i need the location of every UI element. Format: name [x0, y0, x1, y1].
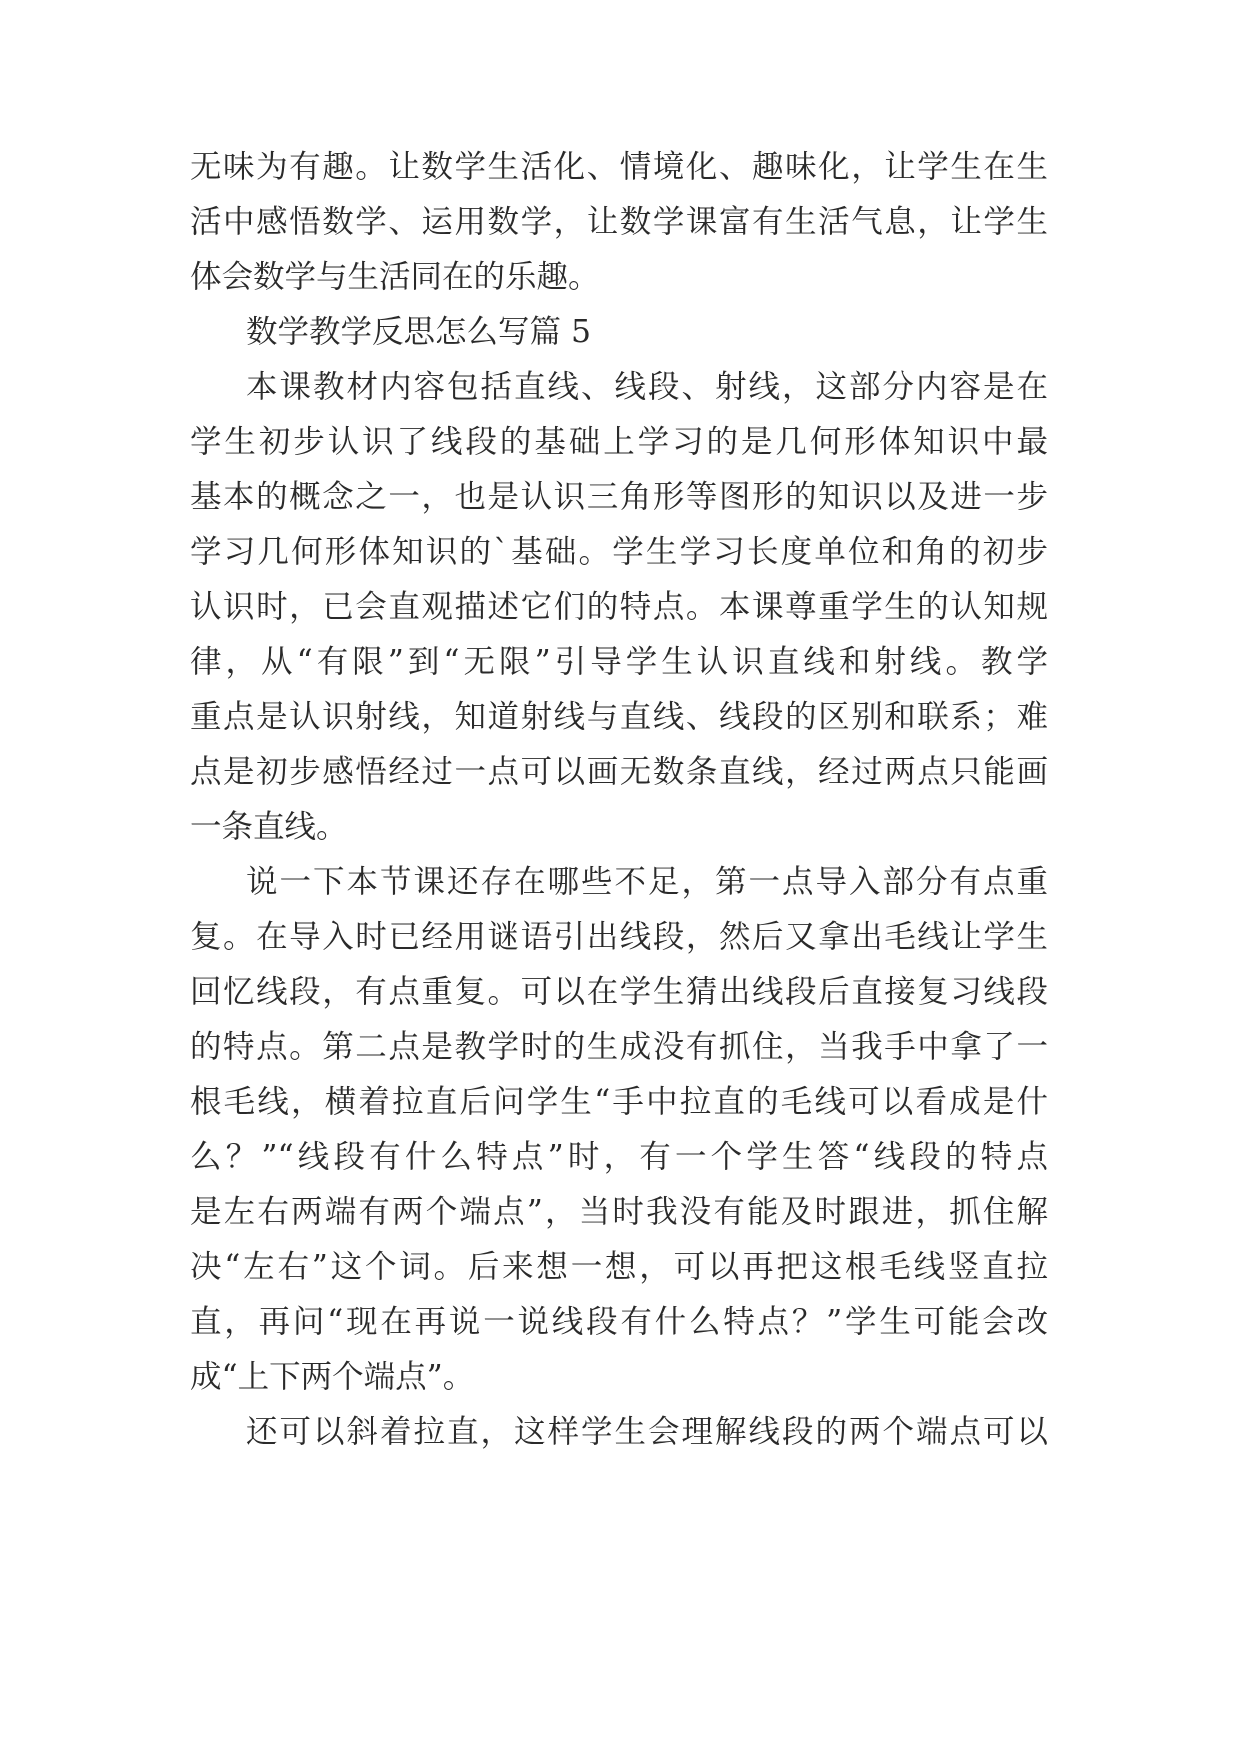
text-line: 无味为有趣。让数学生活化、情境化、趣味化，让学生在生 — [190, 149, 1048, 185]
text-line: 还可以斜着拉直，这样学生会理解线段的两个端点可以 — [246, 1414, 1048, 1450]
text-line: 律，从“有限”到“无限”引导学生认识直线和射线。教学 — [190, 644, 1048, 680]
text-line: 重点是认识射线，知道射线与直线、线段的区别和联系；难 — [190, 699, 1048, 735]
section-heading: 数学教学反思怎么写篇 5 — [246, 314, 592, 350]
text-line: 是左右两端有两个端点”，当时我没有能及时跟进，抓住解 — [190, 1194, 1048, 1230]
text-line: 决“左右”这个词。后来想一想，可以再把这根毛线竖直拉 — [190, 1249, 1048, 1285]
text-line: 回忆线段，有点重复。可以在学生猜出线段后直接复习线段 — [190, 974, 1048, 1010]
text-line: 一条直线。 — [190, 809, 348, 845]
text-line: 么？”“线段有什么特点”时，有一个学生答“线段的特点 — [190, 1139, 1048, 1175]
text-line: 认识时，已会直观描述它们的特点。本课尊重学生的认知规 — [190, 589, 1048, 625]
text-line: 成“上下两个端点”。 — [190, 1359, 475, 1395]
text-line: 基本的概念之一，也是认识三角形等图形的知识以及进一步 — [190, 479, 1048, 515]
text-line: 的特点。第二点是教学时的生成没有抓住，当我手中拿了一 — [190, 1029, 1048, 1065]
text-line: 根毛线，横着拉直后问学生“手中拉直的毛线可以看成是什 — [190, 1084, 1048, 1120]
text-line: 本课教材内容包括直线、线段、射线，这部分内容是在 — [246, 369, 1048, 405]
text-line: 说一下本节课还存在哪些不足，第一点导入部分有点重 — [246, 864, 1048, 900]
text-line: 学生初步认识了线段的基础上学习的是几何形体知识中最 — [190, 424, 1048, 460]
text-line: 体会数学与生活同在的乐趣。 — [190, 259, 600, 295]
text-line: 学习几何形体知识的`基础。学生学习长度单位和角的初步 — [190, 534, 1048, 570]
text-line: 点是初步感悟经过一点可以画无数条直线，经过两点只能画 — [190, 754, 1048, 790]
text-line: 直，再问“现在再说一说线段有什么特点？”学生可能会改 — [190, 1304, 1048, 1340]
text-line: 复。在导入时已经用谜语引出线段，然后又拿出毛线让学生 — [190, 919, 1048, 955]
text-line: 活中感悟数学、运用数学，让数学课富有生活气息，让学生 — [190, 204, 1048, 240]
